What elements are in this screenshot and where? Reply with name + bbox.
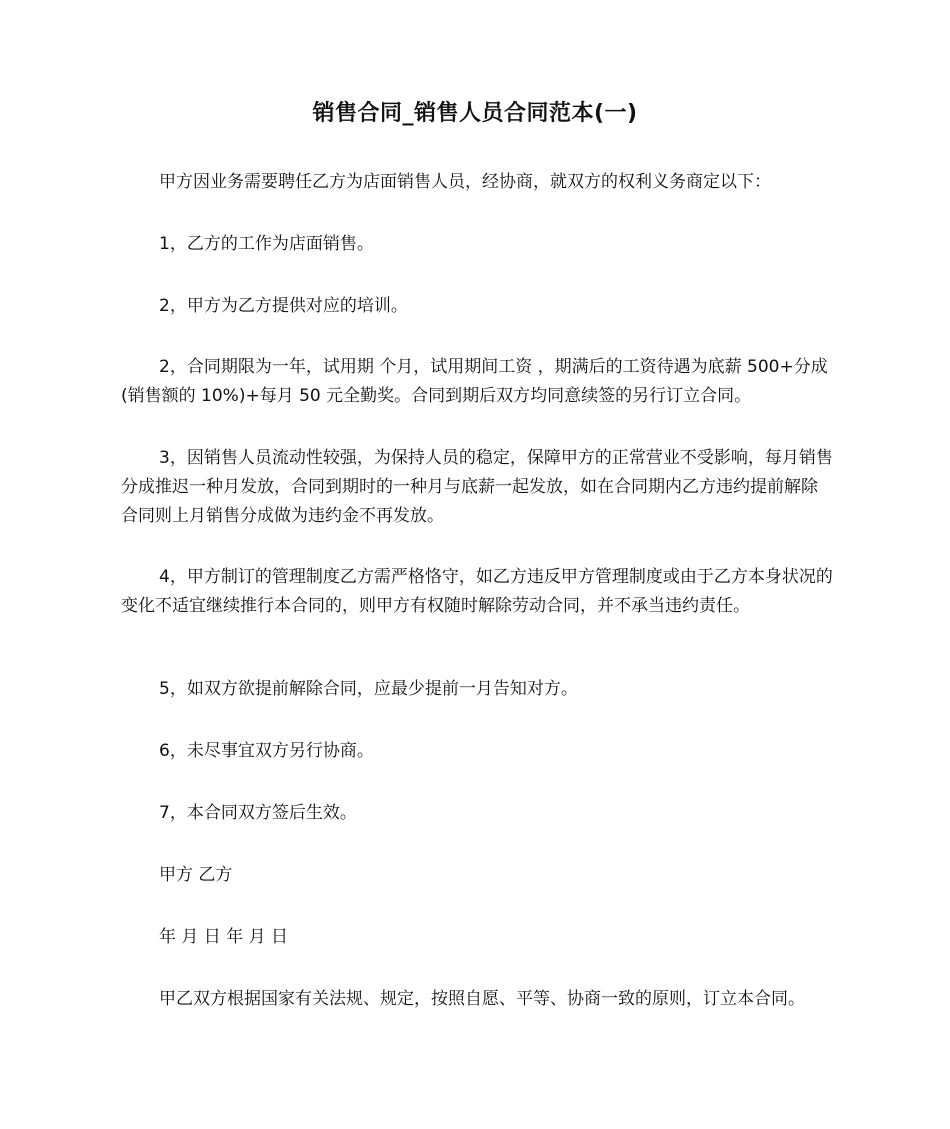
paragraph-clause-4: 4，甲方制订的管理制度乙方需严格恪守，如乙方违反甲方管理制度或由于乙方本身状况的变化不适宜继续推行本合同的，则甲方有权随时解除劳动合同，并不承当违约责任。	[121, 567, 833, 616]
signature-dates: 年 月 日 年 月 日	[159, 927, 289, 947]
paragraph-clause-5: 5，如双方欲提前解除合同，应最少提前一月告知对方。	[159, 679, 578, 699]
paragraph-clause-2-term: 2，合同期限为一年，试用期 个月，试用期间工资 ，期满后的工资待遇为底薪 500+分成(销售额的 10%)+每月 50 元全勤奖。合同到期后双方均同意续签的另行订立合同。	[121, 357, 828, 406]
paragraph-closing: 甲乙双方根据国家有关法规、规定，按照自愿、平等、协商一致的原则，订立本合同。	[159, 989, 805, 1009]
paragraph-clause-6: 6，未尽事宜双方另行协商。	[159, 741, 374, 761]
paragraph-clause-1: 1，乙方的工作为店面销售。	[159, 234, 374, 254]
paragraph-clause-3: 3，因销售人员流动性较强，为保持人员的稳定，保障甲方的正常营业不受影响，每月销售分成推迟一种月发放，合同到期时的一种月与底薪一起发放，如在合同期内乙方违约提前解除合同则上月销售分成做为违约金不再发放。	[121, 448, 833, 526]
document-title: 销售合同_销售人员合同范本(一)	[312, 101, 638, 126]
paragraph-clause-7: 7，本合同双方签后生效。	[159, 803, 357, 823]
signature-parties: 甲方 乙方	[159, 865, 233, 885]
paragraph-clause-2-training: 2，甲方为乙方提供对应的培训。	[159, 296, 408, 316]
paragraph-intro: 甲方因业务需要聘任乙方为店面销售人员，经协商，就双方的权利义务商定以下：	[159, 172, 771, 192]
